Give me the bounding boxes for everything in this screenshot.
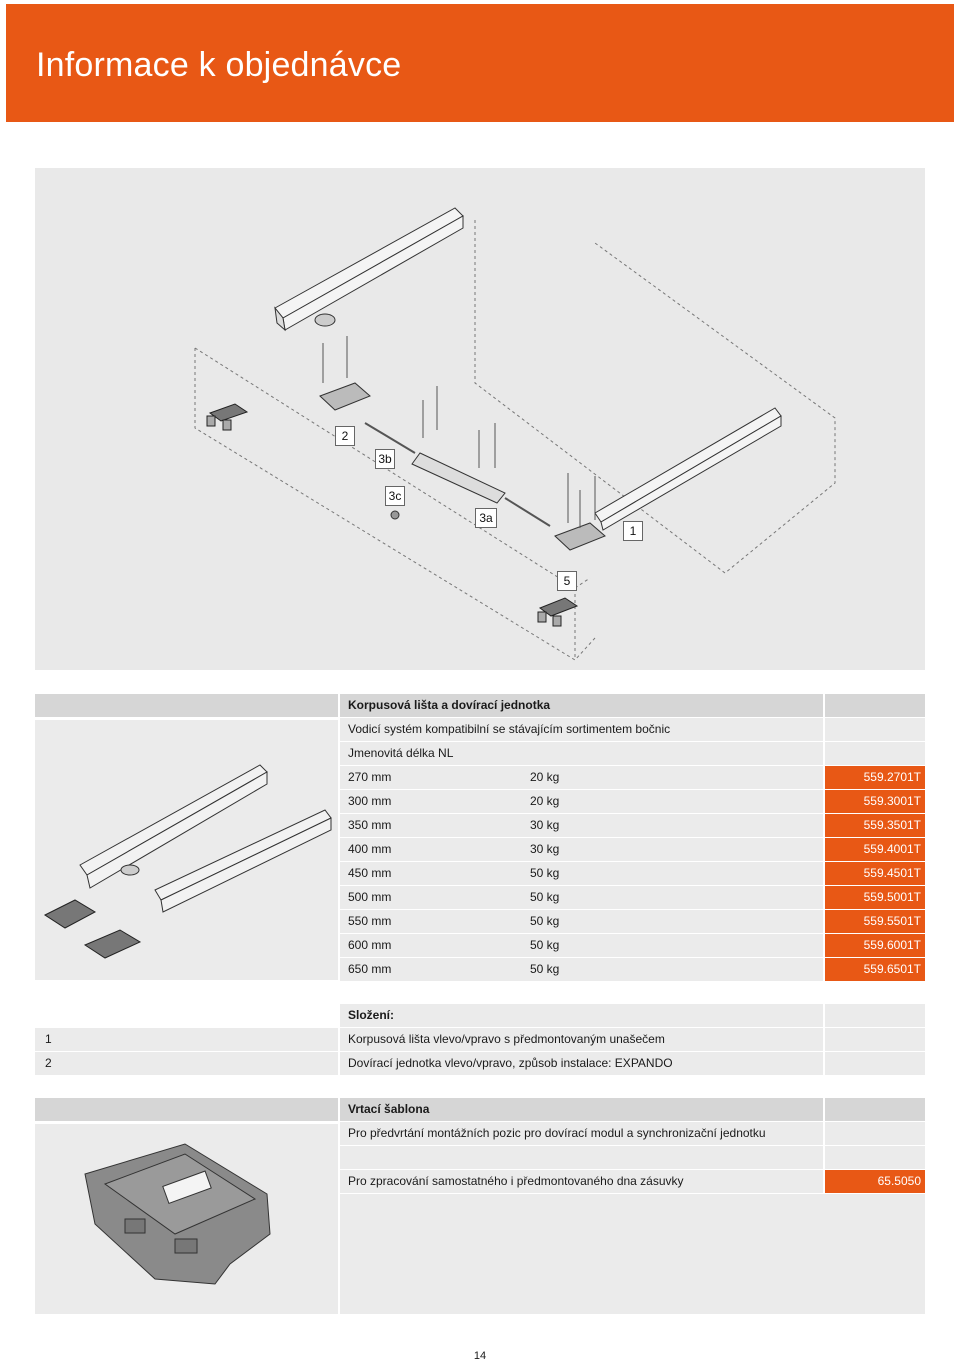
template-line1: Pro předvrtání montážních pozic pro dovírací modul a synchronizační jednotku: [340, 1122, 823, 1145]
runner-order-code: 559.5001T: [825, 886, 925, 909]
runner-order-code: 559.5501T: [825, 910, 925, 933]
runner-length: 500 mm: [348, 890, 392, 904]
runner-order-code: 559.6001T: [825, 934, 925, 957]
runner-load: 50 kg: [530, 866, 560, 880]
template-filler: [340, 1194, 925, 1314]
composition-heading: Složení:: [340, 1004, 823, 1027]
template-heading: Vrtací šablona: [340, 1098, 823, 1121]
runner-order-code: 559.3501T: [825, 814, 925, 837]
composition-item-number: 1: [35, 1028, 338, 1051]
template-line2: Pro zpracování samostatného i předmontovaného dna zásuvky: [340, 1170, 823, 1193]
damper-left: [207, 404, 247, 430]
runner-row: [35, 958, 925, 981]
composition-heading-row: [35, 1004, 925, 1027]
composition-item-1: [35, 1028, 925, 1051]
runner-row: [35, 766, 925, 789]
runner-length: 650 mm: [348, 962, 392, 976]
callout-3b: 3b: [375, 449, 395, 469]
runner-length: 400 mm: [348, 842, 392, 856]
runner-row: [35, 910, 925, 933]
runner-load: 50 kg: [530, 914, 560, 928]
runner-length-label-row: [35, 742, 925, 765]
composition-section: [35, 1004, 925, 1076]
composition-item-2: [35, 1052, 925, 1075]
runner-load: 20 kg: [530, 770, 560, 784]
runner-row: [35, 886, 925, 909]
runner-section: [35, 694, 925, 984]
page-title: Informace k objednávce: [36, 46, 402, 84]
runner-length: 550 mm: [348, 914, 392, 928]
closing-mechanism-left: [320, 383, 370, 410]
runner-right: [595, 408, 781, 530]
callout-3c: 3c: [385, 486, 405, 506]
runner-length: 270 mm: [348, 770, 392, 784]
callout-1: 1: [623, 521, 643, 541]
template-blank-row: [35, 1146, 925, 1169]
runner-order-code: 559.3001T: [825, 790, 925, 813]
runner-load: 50 kg: [530, 890, 560, 904]
length-label: Jmenovitá délka NL: [340, 742, 823, 765]
runner-load: 50 kg: [530, 938, 560, 952]
template-line1-row: [35, 1122, 925, 1145]
callout-5: 5: [557, 571, 577, 591]
drawer-exploded-diagram: [35, 168, 925, 670]
template-heading-row: [35, 1098, 925, 1121]
runner-load: 20 kg: [530, 794, 560, 808]
composition-item-text: Dovírací jednotka vlevo/vpravo, způsob instalace: EXPANDO: [340, 1052, 823, 1075]
runner-order-code: 559.2701T: [825, 766, 925, 789]
runner-heading: Korpusová lišta a dovírací jednotka: [340, 694, 823, 717]
runner-left: [275, 208, 463, 330]
runner-load: 30 kg: [530, 842, 560, 856]
runner-length: 300 mm: [348, 794, 392, 808]
runner-heading-row: [35, 694, 925, 717]
sync-unit: [365, 423, 550, 526]
runner-length: 450 mm: [348, 866, 392, 880]
runner-row: [35, 814, 925, 837]
runner-load: 30 kg: [530, 818, 560, 832]
runner-row: [35, 934, 925, 957]
damper-right: [538, 598, 577, 626]
runner-row: [35, 790, 925, 813]
composition-item-text: Korpusová lišta vlevo/vpravo s předmontovaným unašečem: [340, 1028, 823, 1051]
runner-length: 600 mm: [348, 938, 392, 952]
runner-row: [35, 862, 925, 885]
page-header: [6, 4, 954, 122]
exploded-view-illustration: [35, 168, 925, 670]
runner-row: [35, 838, 925, 861]
runner-load: 50 kg: [530, 962, 560, 976]
runner-length: 350 mm: [348, 818, 392, 832]
runner-order-code: 559.4001T: [825, 838, 925, 861]
callout-2: 2: [335, 426, 355, 446]
page-number: 14: [473, 1350, 487, 1362]
runner-subtitle: Vodicí systém kompatibilní se stávajícím sortimentem bočnic: [340, 718, 823, 741]
template-line2-row: [35, 1170, 925, 1193]
runner-order-code: 559.6501T: [825, 958, 925, 981]
template-section: [35, 1098, 925, 1314]
runner-order-code: 559.4501T: [825, 862, 925, 885]
callout-3a: 3a: [475, 508, 497, 528]
template-order-code: 65.5050: [825, 1170, 925, 1193]
runner-subtitle-row: [35, 718, 925, 741]
composition-item-number: 2: [35, 1052, 338, 1075]
